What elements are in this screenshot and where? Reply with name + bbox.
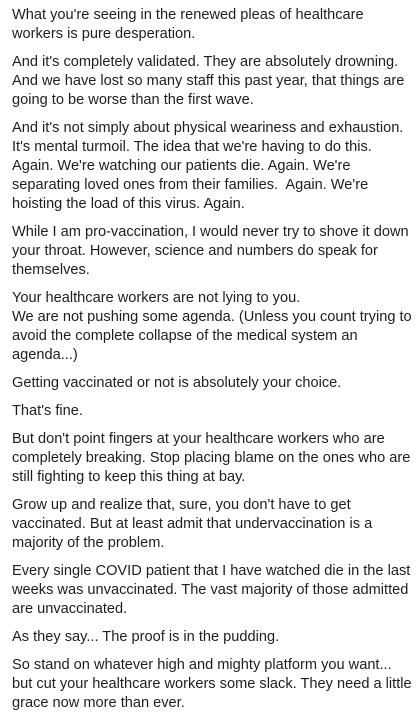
post-paragraph: Your healthcare workers are not lying to you. We are not pushing some agenda. (Unless you count trying to avoid the complete collapse of the medical system an agenda...) — [12, 290, 412, 363]
post-paragraph: And it's completely validated. They are absolutely drowning. And we have lost so many staff this past year, that things are going to be worse than the first wave. — [12, 54, 409, 108]
post-body — [12, 6, 414, 722]
post-paragraph: But don't point fingers at your healthcare workers who are completely breaking. Stop placing blame on the ones who are still fighting to keep this thing at bay. — [12, 431, 415, 485]
post-paragraph: What you're seeing in the renewed pleas of healthcare workers is pure desperation. — [12, 7, 368, 42]
post-paragraph: Grow up and realize that, sure, you don't have to get vaccinated. But at least admit that undervaccination is a majority of the problem. — [12, 497, 377, 551]
post-paragraph: Getting vaccinated or not is absolutely your choice. — [12, 375, 342, 391]
post-paragraph: That's fine. — [12, 403, 83, 419]
post-paragraph: So stand on whatever high and mighty platform you want... but cut your healthcare workers some slack. They need a little grace now more than ever. — [12, 657, 416, 711]
post-paragraph: Every single COVID patient that I have watched die in the last weeks was unvaccinated. The vast majority of those admitted are unvaccinated. — [12, 563, 415, 617]
post-paragraph: While I am pro-vaccination, I would never try to shove it down your throat. However, science and numbers do speak for themselves. — [12, 224, 413, 278]
post-paragraph: And it's not simply about physical weariness and exhaustion. It's mental turmoil. The idea that we're having to do this. Again. We're watching our patients die. Again. We're separating loved ones from their families. Again. We're hoisting the load of this virus. Again. — [12, 120, 408, 212]
post-paragraph: As they say... The proof is in the pudding. — [12, 629, 280, 645]
